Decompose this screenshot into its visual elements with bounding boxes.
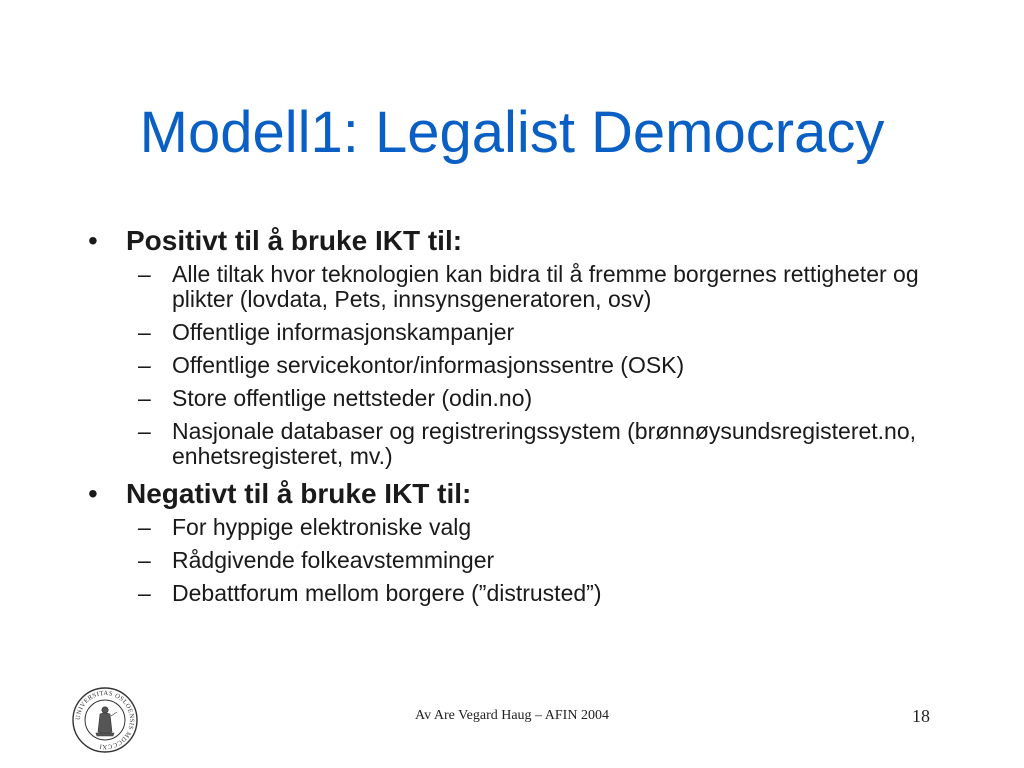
list-item bbox=[82, 515, 962, 540]
bullet-icon: • bbox=[88, 225, 98, 256]
dash-icon: – bbox=[138, 319, 151, 345]
bullet-heading: Positivt til å bruke IKT til: bbox=[126, 225, 463, 256]
list-item bbox=[82, 353, 962, 378]
slide-content bbox=[82, 224, 962, 614]
seal-text: UNIVERSITAS OSLOENSIS MDCCCXI bbox=[74, 689, 136, 751]
list-item bbox=[82, 262, 962, 312]
list-item bbox=[82, 548, 962, 573]
dash-icon: – bbox=[138, 547, 151, 573]
list-item-text: Debattforum mellom borgere (”distrusted”) bbox=[172, 580, 602, 606]
dash-icon: – bbox=[138, 418, 151, 444]
list-item-text: Store offentlige nettsteder (odin.no) bbox=[172, 385, 533, 411]
bullet-heading: Negativt til å bruke IKT til: bbox=[126, 478, 472, 509]
list-item bbox=[82, 320, 962, 345]
bullet-positive bbox=[82, 224, 962, 258]
page-number: 18 bbox=[912, 706, 930, 726]
dash-icon: – bbox=[138, 514, 151, 540]
list-item bbox=[82, 386, 962, 411]
list-item-text: Offentlige servicekontor/informasjonssentre (OSK) bbox=[172, 352, 685, 378]
list-item-text: Alle tiltak hvor teknologien kan bidra til å fremme borgernes rettigheter og plikter (lovdata, Pets, innsynsgeneratoren, osv) bbox=[172, 261, 919, 312]
bullet-icon: • bbox=[88, 478, 98, 509]
footer-text: Av Are Vegard Haug – AFIN 2004 bbox=[415, 708, 609, 723]
list-item-text: For hyppige elektroniske valg bbox=[172, 514, 472, 540]
dash-icon: – bbox=[138, 580, 151, 606]
dash-icon: – bbox=[138, 352, 151, 378]
list-item bbox=[82, 419, 962, 469]
list-item-text: Offentlige informasjonskampanjer bbox=[172, 319, 515, 345]
slide-title: Modell1: Legalist Democracy bbox=[139, 100, 885, 165]
sub-list-positive bbox=[82, 262, 962, 469]
dash-icon: – bbox=[138, 385, 151, 411]
list-item bbox=[82, 581, 962, 606]
list-item-text: Nasjonale databaser og registreringssystem (brønnøysundsregisteret.no, enhetsregisteret, mv.) bbox=[172, 418, 917, 469]
list-item-text: Rådgivende folkeavstemminger bbox=[172, 547, 495, 573]
dash-icon: – bbox=[138, 261, 151, 287]
sub-list-negative bbox=[82, 515, 962, 606]
bullet-negative bbox=[82, 477, 962, 511]
